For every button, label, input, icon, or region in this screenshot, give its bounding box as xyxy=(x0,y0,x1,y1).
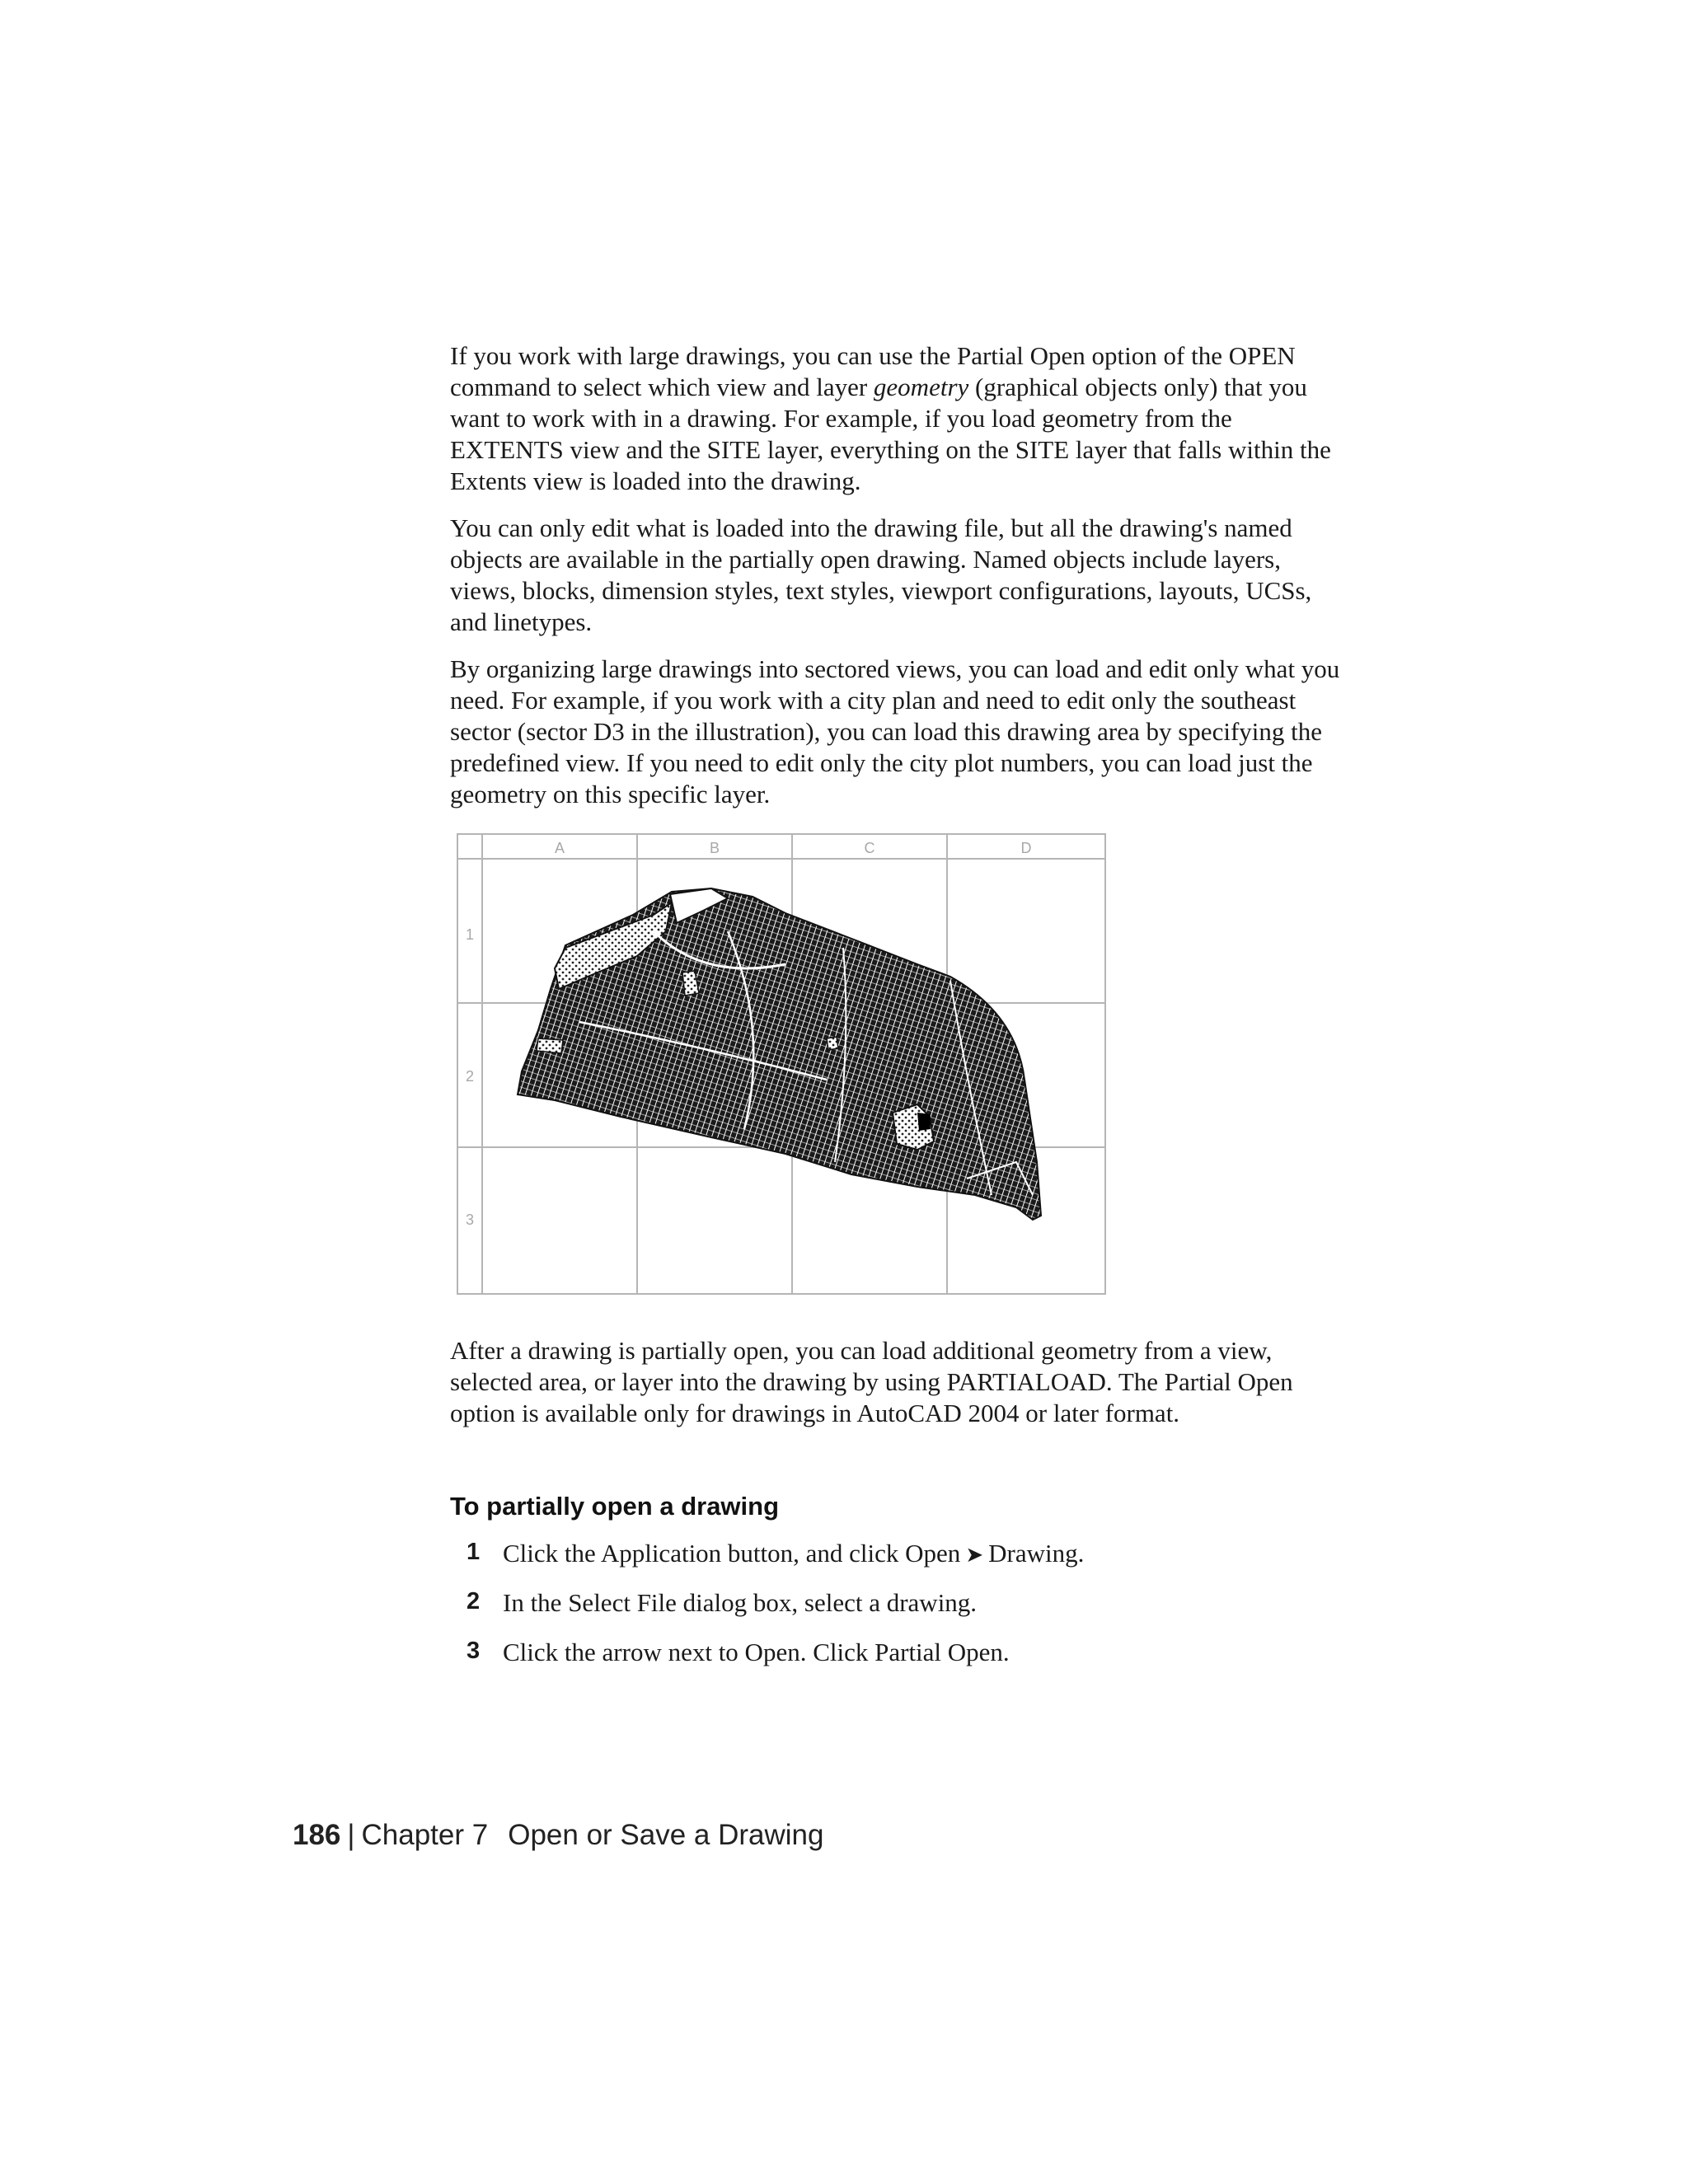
step-text xyxy=(503,1539,1084,1568)
procedure-step xyxy=(450,1638,1357,1687)
step-number: 3 xyxy=(467,1638,481,1664)
row-label: 1 xyxy=(465,926,475,943)
procedure-step xyxy=(450,1588,1357,1638)
row-label: 3 xyxy=(465,1212,475,1228)
paragraph-named-objects xyxy=(450,513,1340,638)
paragraph-partial-open-intro xyxy=(450,340,1340,497)
column-label: C xyxy=(864,840,875,856)
procedure-step xyxy=(450,1539,1357,1588)
city-plan-sector-illustration xyxy=(456,832,1107,1296)
step-number: 1 xyxy=(467,1539,481,1565)
paragraph-partiaload xyxy=(450,1335,1340,1429)
paragraph-text: By organizing large drawings into sectored views, you can load and edit only what you need. For example, if you work with a city plan and need to edit only the southeast sector (sector D3 in the illustration), you can load this drawing area by specifying the predefined view. If you need to edit only the city plot numbers, you can load just the geometry on this specific layer. xyxy=(450,654,1340,808)
page-footer xyxy=(293,1819,823,1852)
column-label: A xyxy=(554,840,565,856)
row-label: 2 xyxy=(465,1068,475,1085)
chapter-label: Chapter 7 xyxy=(361,1819,489,1851)
procedure-heading: To partially open a drawing xyxy=(450,1492,780,1521)
paragraph-sectored-views xyxy=(450,654,1340,810)
city-plan-map xyxy=(518,888,1041,1220)
menu-arrow-icon: ➤ xyxy=(965,1543,984,1568)
step-text-after: Drawing. xyxy=(988,1539,1085,1568)
step-text: Click the arrow next to Open. Click Partial Open. xyxy=(503,1638,1010,1666)
column-label: B xyxy=(709,840,720,856)
footer-separator: | xyxy=(347,1819,355,1851)
italic-term-geometry: geometry xyxy=(873,373,969,401)
paragraph-text: (graphical objects only) that you want to work with in a drawing. For example, if you load geometry from the EXTENTS view and the SITE layer, everything on the SITE layer that falls within the Extents view is loaded into the drawing. xyxy=(450,373,1331,495)
paragraph-text: After a drawing is partially open, you can load additional geometry from a view, selected area, or layer into the drawing by using PARTIALOAD. The Partial Open option is available only for drawings in AutoCAD 2004 or later format. xyxy=(450,1336,1293,1427)
step-number: 2 xyxy=(467,1588,481,1615)
page-number: 186 xyxy=(293,1819,341,1851)
step-text-before: Click the Application button, and click Open xyxy=(503,1539,961,1568)
paragraph-text: If you work with large drawings, you can use the Partial Open option of the OPEN command to select which view and layer xyxy=(450,341,1296,401)
chapter-title: Open or Save a Drawing xyxy=(508,1819,824,1851)
procedure-steps xyxy=(450,1539,1357,1687)
column-label: D xyxy=(1020,840,1032,856)
step-text: In the Select File dialog box, select a drawing. xyxy=(503,1588,978,1617)
paragraph-text: You can only edit what is loaded into the drawing file, but all the drawing's named objects are available in the partially open drawing. Named objects include layers, views, blocks, dimension styles, text styles, viewport configurations, layouts, UCSs, and linetypes. xyxy=(450,513,1312,636)
